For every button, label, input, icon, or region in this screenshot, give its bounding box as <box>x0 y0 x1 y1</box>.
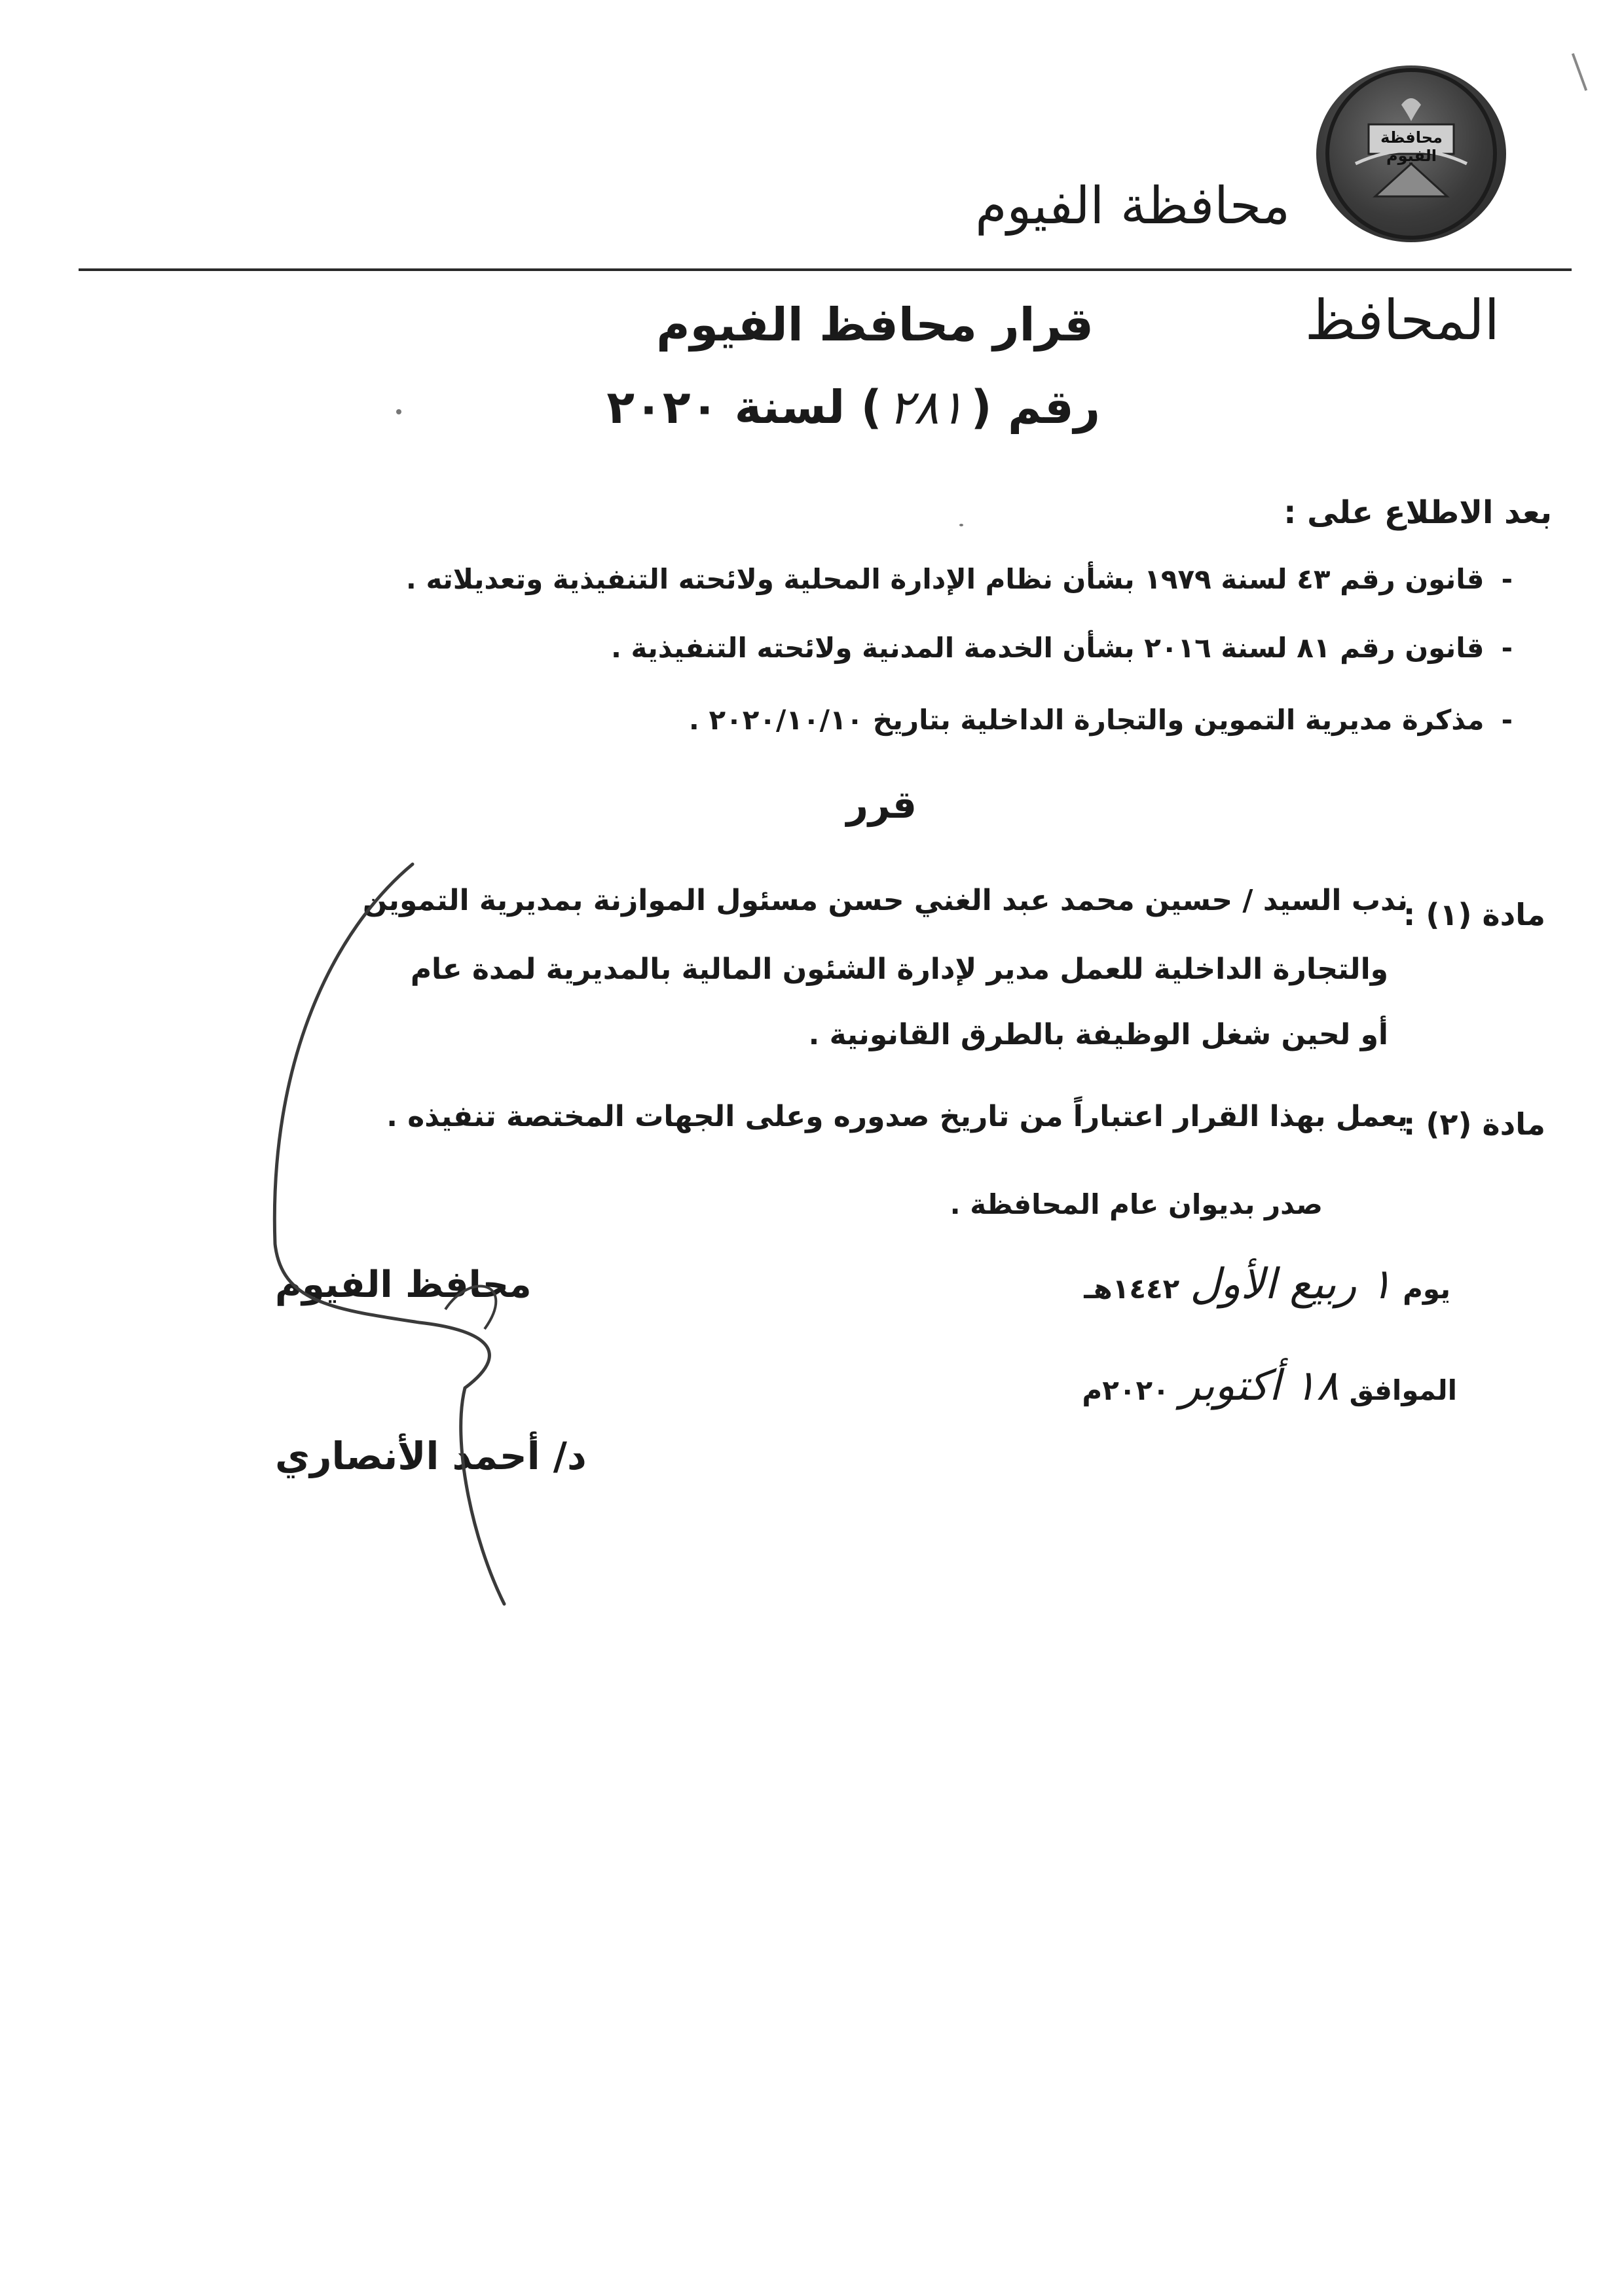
preamble-item-text: مذكرة مديرية التموين والتجارة الداخلية بتاريخ ٢٠٢٠/١٠/١٠ . <box>688 704 1485 736</box>
signatory-title: محافظ الفيوم <box>275 1264 532 1306</box>
preamble-item-text: قانون رقم ٤٣ لسنة ١٩٧٩ بشأن نظام الإدارة المحلية ولائحته التنفيذية وتعديلاته . <box>405 563 1485 595</box>
decree-number-prefix: رقم ( <box>970 380 1100 434</box>
handwritten-signature <box>255 851 622 1624</box>
gregorian-date <box>1082 1362 1457 1410</box>
decree-number-handwritten: ٢٨١ <box>888 380 965 435</box>
hijri-prefix: يوم <box>1403 1273 1450 1305</box>
article-1-line: والتجارة الداخلية للعمل مدير لإدارة الشئون المالية بالمديرية لمدة عام <box>410 953 1388 986</box>
article-1-label: مادة (١) : <box>1403 897 1545 932</box>
scan-speck <box>959 524 963 526</box>
preamble-item-text: قانون رقم ٨١ لسنة ٢٠١٦ بشأن الخدمة المدنية ولائحته التنفيذية . <box>610 632 1485 664</box>
preamble-item-dash: - <box>1501 704 1513 736</box>
article-2-label: مادة (٢) : <box>1403 1106 1545 1142</box>
preamble-item-dash: - <box>1501 632 1513 664</box>
seal-text: محافظة الفيوم <box>1380 128 1443 165</box>
decree-number <box>606 380 1100 435</box>
gregorian-prefix: الموافق <box>1349 1374 1457 1406</box>
preamble-item <box>611 632 1513 664</box>
gregorian-handwritten: ١٨ أكتوبر <box>1179 1362 1339 1410</box>
preamble-item <box>689 704 1513 736</box>
hijri-date <box>1084 1260 1450 1309</box>
governorate-name: محافظة الفيوم <box>975 177 1290 236</box>
hijri-handwritten: ١ ربيع الأول <box>1190 1260 1393 1309</box>
decision-heading: قرر <box>846 782 917 827</box>
gregorian-year: ٢٠٢٠م <box>1082 1374 1170 1406</box>
decree-title: قرار محافظ الفيوم <box>656 298 1094 352</box>
scan-mark <box>1572 53 1587 91</box>
decree-number-suffix: ) لسنة ٢٠٢٠ <box>606 380 882 434</box>
governorate-seal <box>1316 65 1506 242</box>
preamble-intro: بعد الاطلاع على : <box>1283 494 1552 531</box>
article-1-line: ندب السيد / حسين محمد عبد الغني حسن مسئول الموازنة بمديرية التموين <box>362 884 1408 917</box>
office-title: المحافظ <box>1304 288 1500 352</box>
issued-statement: صدر بديوان عام المحافظة . <box>950 1188 1323 1220</box>
preamble-item-dash: - <box>1501 563 1513 595</box>
hijri-year: ١٤٤٢هـ <box>1084 1273 1180 1305</box>
article-2-text: يعمل بهذا القرار اعتباراً من تاريخ صدوره وعلى الجهات المختصة تنفيذه . <box>386 1100 1408 1133</box>
article-1-line: أو لحين شغل الوظيفة بالطرق القانونية . <box>808 1018 1388 1051</box>
scan-speck <box>396 409 401 414</box>
signatory-name: د/ أحمد الأنصاري <box>275 1434 587 1478</box>
header-divider <box>79 268 1572 271</box>
preamble-item <box>406 563 1513 595</box>
